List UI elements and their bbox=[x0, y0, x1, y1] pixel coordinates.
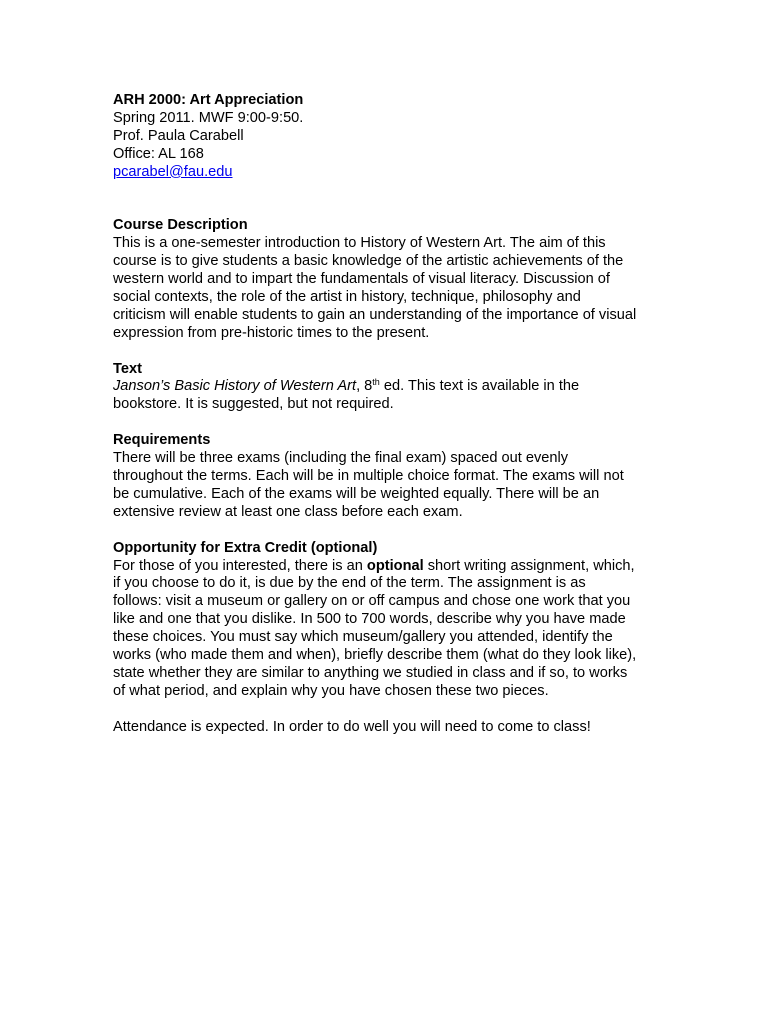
text-heading: Text bbox=[113, 360, 142, 377]
paragraph-line: This is a one-semester introduction to History of Western Art. The aim of this bbox=[113, 235, 606, 252]
paragraph-line: There will be three exams (including the final exam) spaced out evenly bbox=[113, 450, 569, 467]
paragraph-line: expression from pre-historic times to the present. bbox=[113, 324, 430, 341]
book-title: Janson’s Basic History of Western Art bbox=[113, 378, 357, 395]
course-schedule: Spring 2011. MWF 9:00-9:50. bbox=[113, 109, 304, 126]
paragraph-line: bookstore. It is suggested, but not required. bbox=[113, 396, 394, 413]
paragraph-line: state whether they are similar to anything we studied in class and if so, to works bbox=[113, 664, 628, 681]
book-edition-suffix: th bbox=[372, 377, 380, 388]
paragraph-line: social contexts, the role of the artist in history, technique, philosophy and bbox=[113, 288, 581, 305]
requirements-heading: Requirements bbox=[113, 432, 211, 449]
course-description-paragraph bbox=[113, 235, 673, 342]
office-location: Office: AL 168 bbox=[113, 145, 204, 162]
paragraph-line: of what period, and explain why you have chosen these two pieces. bbox=[113, 682, 549, 699]
course-header bbox=[113, 92, 673, 182]
paragraph-line: follows: visit a museum or gallery on or off campus and chose one work that you bbox=[113, 593, 631, 610]
text-run: short writing assignment, which, bbox=[423, 557, 635, 574]
course-description-heading: Course Description bbox=[113, 217, 248, 234]
requirements-paragraph bbox=[113, 450, 673, 522]
paragraph-line: extensive review at least one class before each exam. bbox=[113, 503, 463, 520]
paragraph-line: western world and to impart the fundamentals of visual literacy. Discussion of bbox=[113, 271, 610, 288]
professor-name: Prof. Paula Carabell bbox=[113, 127, 244, 144]
paragraph-line: be cumulative. Each of the exams will be weighted equally. There will be an bbox=[113, 485, 600, 502]
text-paragraph bbox=[113, 378, 673, 414]
syllabus-page bbox=[113, 92, 673, 737]
optional-emphasis: optional bbox=[366, 557, 424, 574]
book-availability: ed. This text is available in the bbox=[379, 378, 580, 395]
attendance-note: Attendance is expected. In order to do well you will need to come to class! bbox=[113, 718, 591, 735]
text-run: For those of you interested, there is an bbox=[113, 557, 367, 574]
paragraph-line: throughout the terms. Each will be in multiple choice format. The exams will not bbox=[113, 467, 624, 484]
course-title: ARH 2000: Art Appreciation bbox=[113, 92, 304, 108]
paragraph-line bbox=[113, 378, 673, 396]
paragraph-line: if you choose to do it, is due by the end of the term. The assignment is as bbox=[113, 575, 586, 592]
paragraph-line: like and one that you dislike. In 500 to 700 words, describe why you have made bbox=[113, 611, 626, 628]
book-edition-number: , 8 bbox=[356, 378, 373, 395]
extra-credit-paragraph bbox=[113, 558, 673, 701]
paragraph-line: criticism will enable students to gain an understanding of the importance of visual bbox=[113, 306, 637, 323]
paragraph-line: course is to give students a basic knowledge of the artistic achievements of the bbox=[113, 253, 624, 270]
extra-credit-heading: Opportunity for Extra Credit (optional) bbox=[113, 539, 378, 556]
paragraph-line: works (who made them and when), briefly describe them (what do they look like), bbox=[113, 647, 637, 664]
paragraph-line bbox=[113, 558, 673, 576]
paragraph-line: these choices. You must say which museum/gallery you attended, identify the bbox=[113, 629, 613, 646]
professor-email-link[interactable]: pcarabel@fau.edu bbox=[113, 163, 233, 180]
